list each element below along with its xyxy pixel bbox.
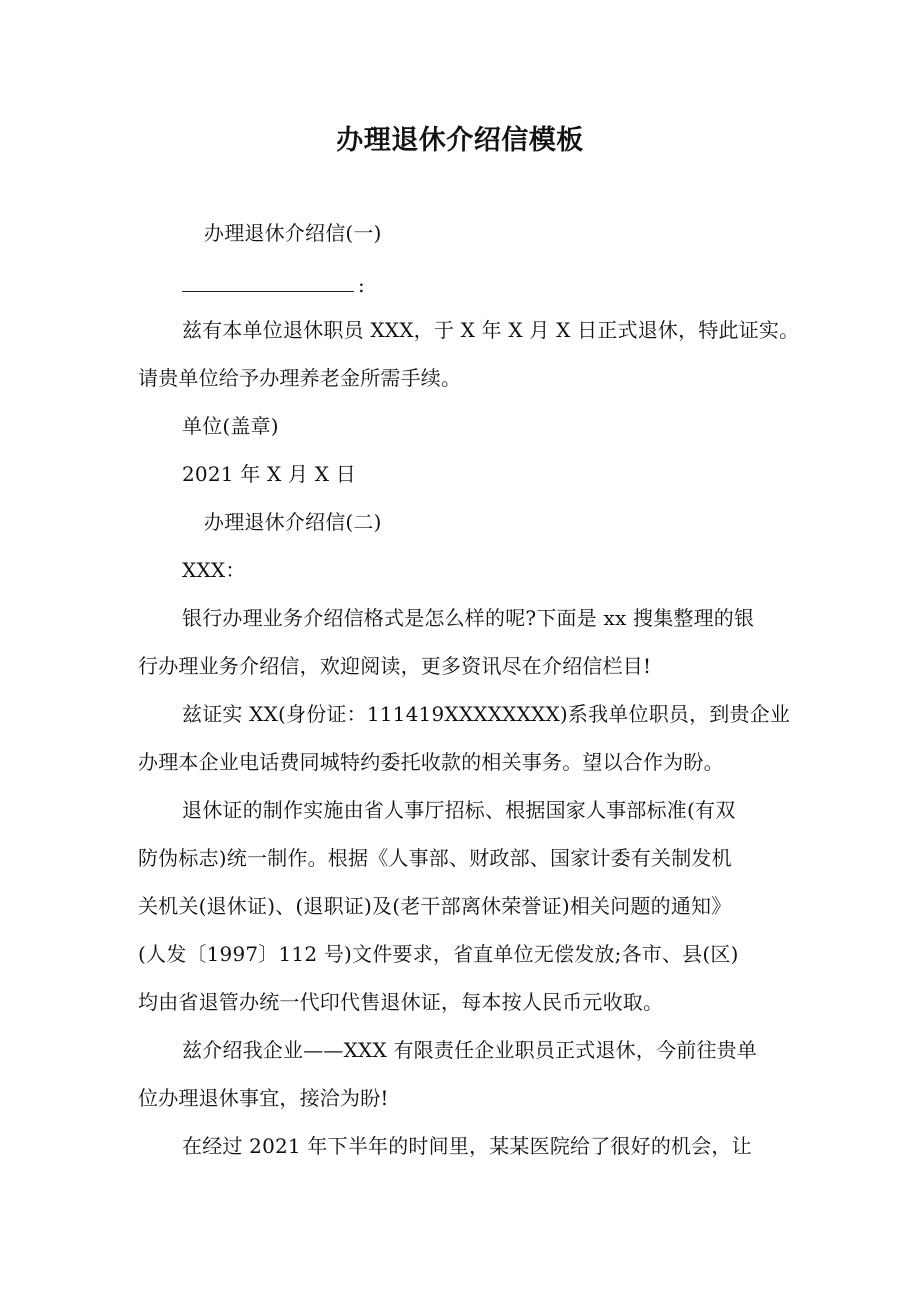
- paragraph-line: 位办理退休事宜，接洽为盼!: [138, 1086, 389, 1110]
- recipient-blank: [182, 272, 365, 298]
- recipient-blank-line: [182, 275, 354, 292]
- paragraph-line: 防伪标志)统一制作。根据《人事部、财政部、国家计委有关制发机: [138, 846, 732, 870]
- paragraph-line: 兹介绍我企业——XXX 有限责任企业职员正式退休，今前往贵单: [182, 1038, 758, 1062]
- signature-date: 2021 年 X 月 X 日: [182, 462, 356, 486]
- paragraph-line: 关机关(退休证)、(退职证)及(老干部离休荣誉证)相关问题的通知》: [138, 894, 732, 918]
- paragraph-line: 银行办理业务介绍信格式是怎么样的呢?下面是 xx 搜集整理的银: [182, 606, 755, 630]
- salutation: XXX：: [182, 558, 246, 582]
- paragraph-line: 在经过 2021 年下半年的时间里，某某医院给了很好的机会，让: [182, 1134, 752, 1158]
- section-heading-2: 办理退休介绍信(二): [204, 510, 382, 534]
- paragraph-line: (人发〔1997〕112 号)文件要求，省直单位无偿发放;各市、县(区): [138, 942, 739, 966]
- paragraph-line: 退休证的制作实施由省人事厅招标、根据国家人事部标准(有双: [182, 798, 736, 822]
- paragraph-line: 兹证实 XX(身份证：111419XXXXXXXX)系我单位职员，到贵企业: [182, 702, 791, 726]
- paragraph-line: 均由省退管办统一代印代售退休证，每本按人民币元收取。: [138, 990, 664, 1014]
- paragraph-line: 兹有本单位退休职员 XXX，于 X 年 X 月 X 日正式退休，特此证实。: [182, 318, 800, 342]
- section-heading-1: 办理退休介绍信(一): [204, 221, 382, 245]
- document-title: 办理退休介绍信模板: [336, 125, 584, 156]
- paragraph-line: 请贵单位给予办理养老金所需手续。: [138, 366, 462, 390]
- signature-unit: 单位(盖章): [182, 414, 279, 438]
- paragraph-line: 行办理业务介绍信，欢迎阅读，更多资讯尽在介绍信栏目!: [138, 654, 652, 678]
- paragraph-line: 办理本企业电话费同城特约委托收款的相关事务。望以合作为盼。: [138, 750, 724, 774]
- recipient-blank-colon: :: [358, 273, 365, 297]
